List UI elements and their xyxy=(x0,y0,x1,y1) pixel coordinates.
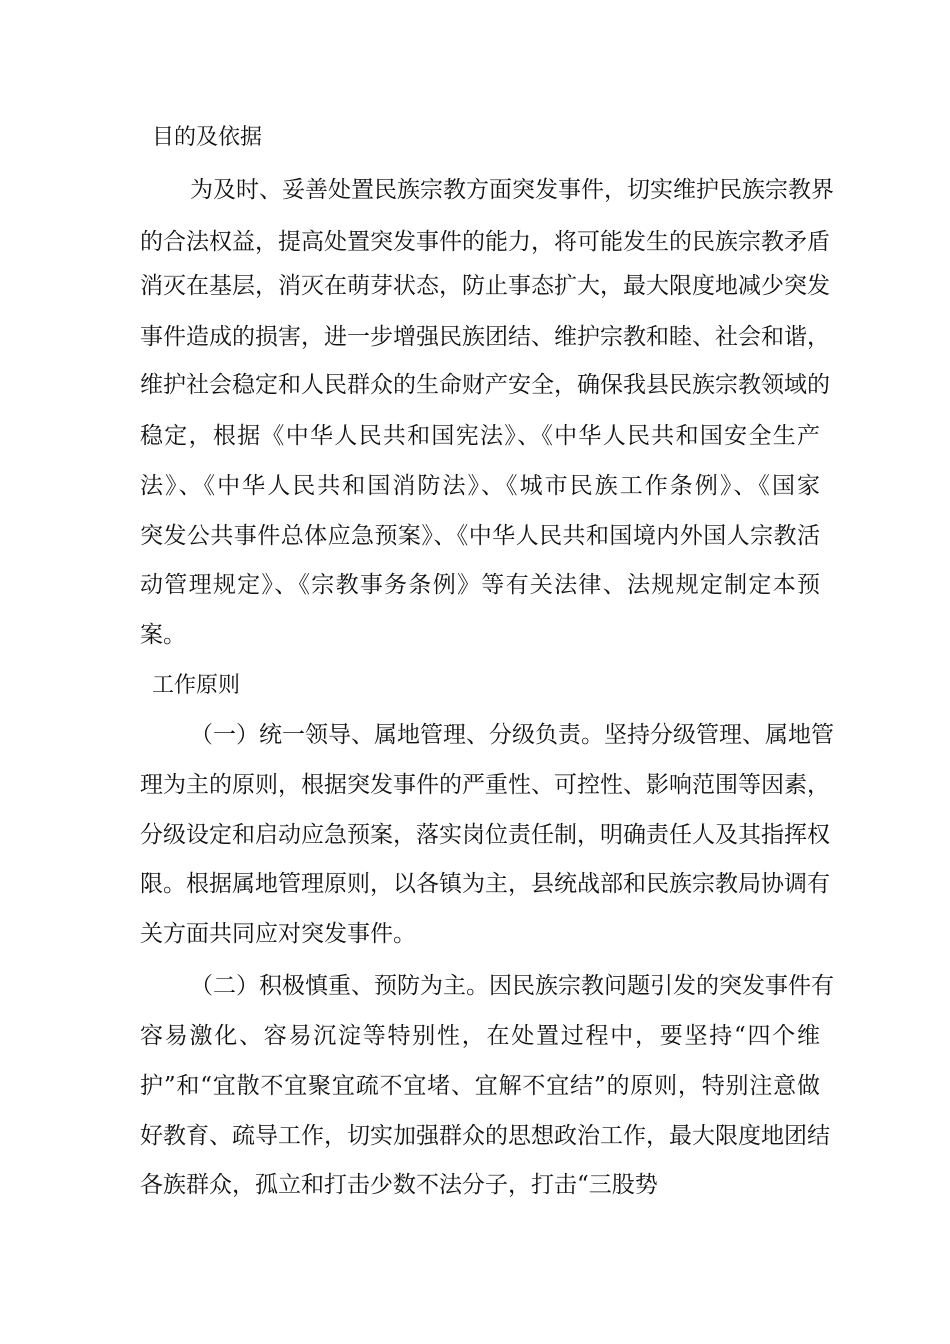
paragraph-line: 动管理规定》、《宗教事务条例》等有关法律、法规规定制定本预 xyxy=(140,572,820,598)
paragraph-line: 护”和“宜散不宜聚宜疏不宜堵、宜解不宜结”的原则，特别注意做 xyxy=(140,1073,820,1099)
section-heading-purpose: 目的及依据 xyxy=(152,125,263,150)
paragraph-line: 的合法权益，提高处置突发事件的能力，将可能发生的民族宗教矛盾 xyxy=(140,229,830,255)
paragraph-line: 好教育、疏导工作，切实加强群众的思想政治工作，最大限度地团结 xyxy=(140,1123,830,1149)
paragraph-line: 限。根据属地管理原则，以各镇为主，县统战部和民族宗教局协调有 xyxy=(140,871,830,897)
paragraph-line: 消灭在基层，消灭在萌芽状态，防止事态扩大，最大限度地减少突发 xyxy=(140,273,830,299)
paragraph-line: 事件造成的损害，进一步增强民族团结、维护宗教和睦、社会和谐， xyxy=(140,324,830,350)
paragraph-line: 理为主的原则，根据突发事件的严重性、可控性、影响范围等因素， xyxy=(140,772,830,798)
paragraph-line: （二）积极慎重、预防为主。因民族宗教问题引发的突发事件有 xyxy=(190,973,834,999)
paragraph-line: 各族群众，孤立和打击少数不法分子，打击“三股势 xyxy=(140,1172,658,1198)
paragraph-line: 关方面共同应对突发事件。 xyxy=(140,921,416,947)
paragraph-line: 法》、《中华人民共和国消防法》、《城市民族工作条例》、《国家 xyxy=(140,473,820,499)
paragraph-line: 分级设定和启动应急预案，落实岗位责任制，明确责任人及其指挥权 xyxy=(140,822,830,848)
paragraph-line: 容易激化、容易沉淀等特别性，在处置过程中，要坚持“四个维 xyxy=(140,1023,820,1049)
paragraph-line: （一）统一领导、属地管理、分级负责。坚持分级管理、属地管 xyxy=(190,722,834,748)
paragraph-line: 稳定，根据《中华人民共和国宪法》、《中华人民共和国安全生产 xyxy=(140,423,820,449)
paragraph-line: 案。 xyxy=(140,622,186,648)
paragraph-line: 为及时、妥善处置民族宗教方面突发事件，切实维护民族宗教界 xyxy=(190,177,834,203)
paragraph-line: 突发公共事件总体应急预案》、《中华人民共和国境内外国人宗教活 xyxy=(140,523,820,549)
section-heading-principles: 工作原则 xyxy=(152,673,241,698)
paragraph-line: 维护社会稳定和人民群众的生命财产安全，确保我县民族宗教领域的 xyxy=(140,372,830,398)
